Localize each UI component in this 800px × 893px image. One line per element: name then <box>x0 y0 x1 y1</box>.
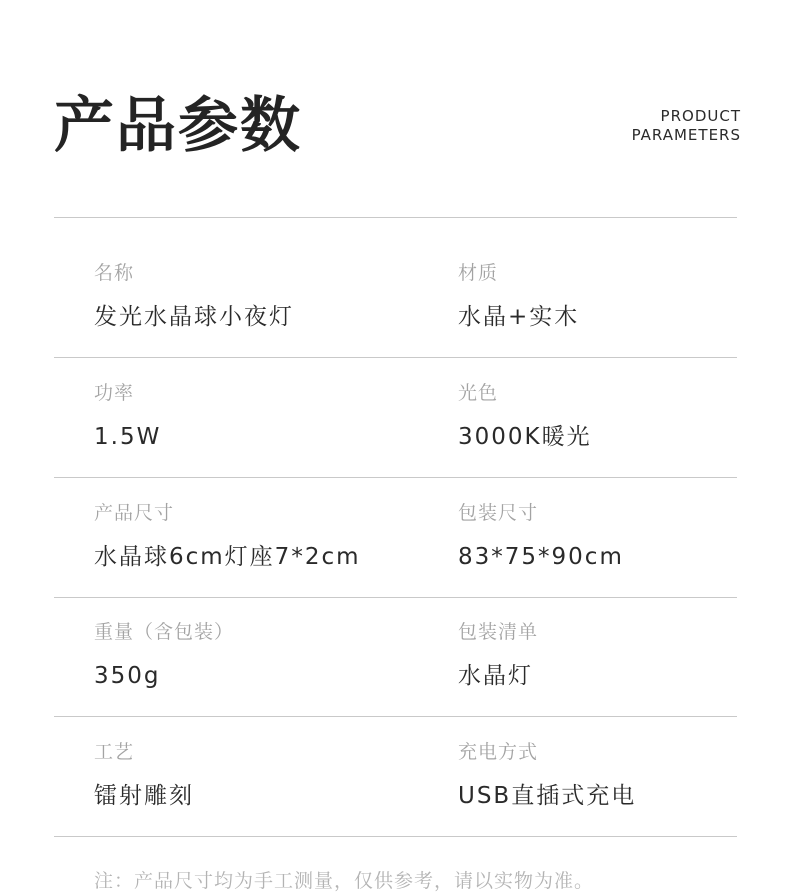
param-light-color <box>458 381 788 452</box>
param-weight <box>94 620 424 691</box>
param-charging <box>458 740 788 811</box>
subtitle-line-2: PARAMETERS <box>631 126 741 144</box>
param-label: 充电方式 <box>458 741 539 763</box>
param-label: 光色 <box>458 382 499 404</box>
divider-row-3 <box>54 597 737 598</box>
param-value: 350g <box>94 663 161 689</box>
param-label: 工艺 <box>94 741 135 763</box>
param-value: 水晶+实木 <box>458 304 580 330</box>
param-craft <box>94 740 424 811</box>
page-title: 产品参数 <box>54 91 302 161</box>
page-subtitle <box>632 107 741 145</box>
footnote: 注：产品尺寸均为手工测量，仅供参考，请以实物为准。 <box>94 870 595 892</box>
subtitle-line-1: PRODUCT <box>660 107 741 125</box>
param-value: 水晶灯 <box>458 663 533 689</box>
param-value: 3000K暖光 <box>458 424 592 450</box>
param-value: 83*75*90cm <box>458 544 624 570</box>
divider-row-2 <box>54 477 737 478</box>
divider-row-4 <box>54 716 737 717</box>
param-package-size <box>458 501 788 572</box>
param-label: 材质 <box>458 262 499 284</box>
param-product-size <box>94 501 424 572</box>
divider-row-1 <box>54 357 737 358</box>
param-power <box>94 381 424 452</box>
param-value: 水晶球6cm灯座7*2cm <box>94 544 361 570</box>
param-label: 功率 <box>94 382 135 404</box>
param-value: 发光水晶球小夜灯 <box>94 304 294 330</box>
param-label: 产品尺寸 <box>94 502 175 524</box>
param-label: 包装清单 <box>458 621 539 643</box>
param-label: 重量（含包装） <box>94 621 235 643</box>
param-value: 镭射雕刻 <box>94 783 194 809</box>
param-name <box>94 261 424 332</box>
param-material <box>458 261 788 332</box>
param-value: USB直插式充电 <box>458 783 637 809</box>
divider-bottom <box>54 836 737 837</box>
param-label: 名称 <box>94 262 135 284</box>
param-package-list <box>458 620 788 691</box>
divider-top <box>54 217 737 218</box>
param-label: 包装尺寸 <box>458 502 539 524</box>
param-value: 1.5W <box>94 424 162 450</box>
